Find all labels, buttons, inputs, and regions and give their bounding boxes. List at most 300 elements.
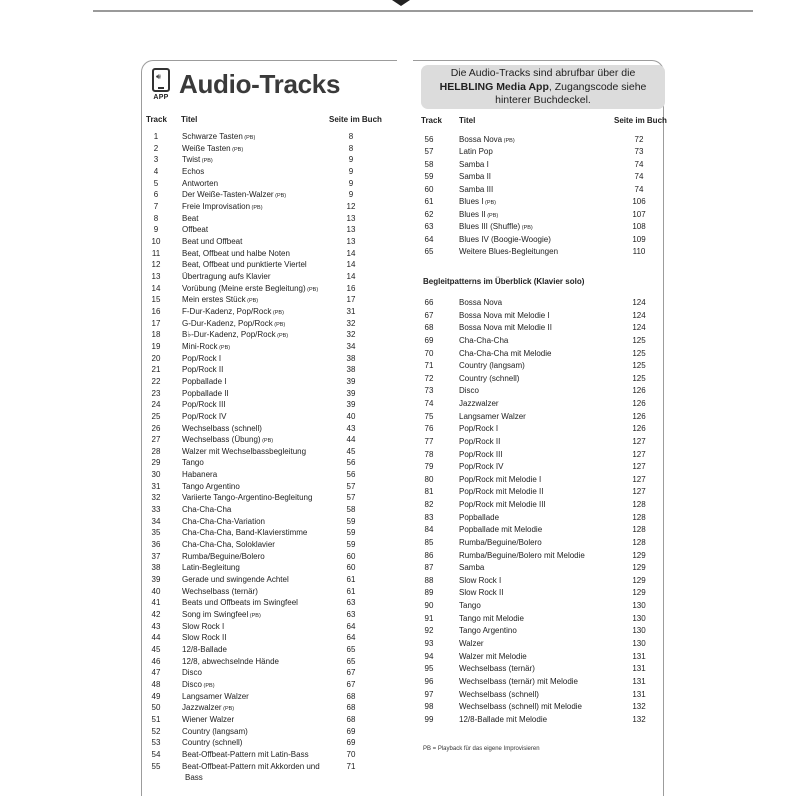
track-page: 130: [632, 601, 646, 611]
track-title-text: Cha-Cha-Cha-Variation: [182, 516, 265, 526]
track-row: [418, 461, 658, 473]
track-title-text: Bossa Nova mit Melodie I: [459, 310, 550, 320]
track-title: [182, 446, 306, 458]
track-page: 57: [346, 481, 356, 491]
track-row: [142, 667, 362, 679]
track-page: 43: [346, 423, 356, 433]
track-page: 107: [632, 209, 646, 219]
track-number: 6: [153, 190, 159, 200]
track-page: 128: [632, 525, 646, 535]
app-badge: [150, 68, 172, 101]
track-number: 7: [153, 201, 159, 211]
track-page: 71: [346, 761, 356, 771]
track-title: [459, 411, 526, 423]
track-page: 40: [346, 411, 356, 421]
track-title: [459, 335, 508, 347]
track-number: 26: [151, 423, 161, 433]
track-number: 89: [424, 588, 434, 598]
track-title: [459, 575, 501, 587]
track-title-text: Offbeat: [182, 225, 209, 235]
track-number: 63: [424, 222, 434, 232]
track-title: [459, 499, 546, 511]
track-title: [459, 134, 515, 147]
phone-icon: [152, 68, 170, 92]
track-row: [142, 294, 362, 306]
track-row: [142, 632, 362, 644]
track-page: 130: [632, 626, 646, 636]
speaker-icon: 🔊︎: [156, 72, 162, 81]
footnote: PB = Playback für das eigene Improvisieren: [423, 746, 540, 752]
track-title: [182, 656, 279, 668]
track-title-text: Blues III (Shuffle): [459, 222, 521, 232]
track-page: 72: [634, 135, 644, 144]
track-title-text: Mein erstes Stück: [182, 295, 246, 305]
track-page: 69: [346, 726, 356, 736]
col-header-page-right: Seite im Buch: [614, 116, 667, 125]
track-page: 38: [346, 353, 356, 363]
notice-line-3: hinterer Buchdeckel.: [495, 94, 591, 106]
track-title-text: Pop/Rock II: [182, 365, 224, 375]
track-number: 24: [151, 400, 161, 410]
track-title-text: Country (langsam): [182, 726, 248, 736]
track-row: [418, 423, 658, 435]
track-title: [182, 761, 320, 773]
track-title: [459, 196, 496, 209]
track-page: 130: [632, 613, 646, 623]
track-title-text: Samba II: [459, 172, 492, 182]
track-number: 44: [151, 633, 161, 643]
track-number: 98: [424, 702, 434, 712]
playback-tag: (PB): [248, 613, 261, 620]
track-row: [142, 224, 362, 236]
track-number: 62: [424, 209, 434, 219]
track-row: [142, 259, 362, 271]
track-page: 34: [346, 341, 356, 351]
track-number: 85: [424, 537, 434, 547]
track-title-text: Mini-Rock: [182, 341, 218, 351]
track-title: [182, 749, 309, 761]
track-page: 128: [632, 512, 646, 522]
track-number: 49: [151, 691, 161, 701]
track-row: [418, 196, 658, 208]
track-number: 81: [424, 487, 434, 497]
track-number: 60: [424, 184, 434, 194]
track-row: [418, 550, 658, 562]
track-row: [418, 335, 658, 347]
playback-tag: (PB): [272, 321, 286, 328]
track-title: [459, 436, 500, 448]
track-title-text: Wechselbass (ternär): [459, 664, 535, 674]
track-title-text: Walzer mit Melodie: [459, 651, 527, 661]
playback-tag: (PB): [485, 212, 499, 219]
track-page: 59: [346, 540, 356, 550]
track-number: 95: [424, 664, 434, 674]
track-number: 75: [424, 411, 434, 421]
track-title-text: Wechselbass (Übung): [182, 435, 261, 445]
track-page: 109: [632, 234, 646, 244]
track-title-text: Pop/Rock II: [459, 436, 501, 446]
track-title: [459, 562, 484, 574]
track-number: 48: [151, 680, 161, 690]
track-row: [418, 322, 658, 334]
track-row: [142, 166, 362, 178]
track-row: [142, 609, 362, 621]
track-title-text: Walzer mit Wechselbassbegleitung: [182, 446, 307, 456]
track-row: [418, 600, 658, 612]
track-page: 9: [348, 166, 354, 176]
track-title: [459, 373, 519, 385]
track-title-text: Walzer: [459, 639, 484, 648]
track-title-text: Wechselbass (ternär): [182, 586, 258, 596]
track-title-text: Pop/Rock I: [459, 424, 499, 434]
track-page: 131: [632, 689, 646, 699]
track-page: 13: [346, 236, 356, 246]
track-title: [459, 297, 502, 309]
app-label: APP: [153, 94, 169, 101]
track-number: 93: [424, 639, 434, 648]
track-page: 63: [346, 598, 356, 608]
track-row: [418, 625, 658, 637]
track-page: 129: [632, 575, 646, 585]
track-row: [418, 159, 658, 171]
track-page: 124: [632, 310, 646, 320]
track-number: 65: [424, 247, 434, 257]
track-title: [182, 481, 240, 493]
track-row: [142, 318, 362, 330]
notice-line-2-rest: , Zugangscode siehe: [548, 80, 647, 93]
track-page: 127: [632, 462, 646, 472]
track-row: [418, 714, 658, 726]
track-number: 39: [151, 575, 161, 585]
track-page: 67: [346, 668, 356, 678]
track-number: 52: [151, 726, 161, 736]
track-title-text: Beats und Offbeats im Swingfeel: [182, 598, 298, 608]
track-page: 60: [346, 563, 356, 573]
track-title-text: Beat-Offbeat-Pattern mit Latin-Bass: [182, 749, 309, 759]
track-row: [142, 201, 362, 213]
track-number: 28: [151, 446, 161, 456]
track-row: [142, 271, 362, 283]
track-title: [182, 574, 289, 586]
playback-tag: (PB): [200, 158, 213, 165]
track-title-text: Slow Rock I: [182, 621, 225, 631]
track-title-text: Slow Rock II: [459, 588, 504, 598]
track-title-text: Beat-Offbeat-Pattern mit Akkorden und: [182, 761, 320, 771]
track-number: 34: [151, 516, 161, 526]
track-title: [459, 676, 578, 688]
track-title: [459, 159, 489, 171]
track-page: 32: [346, 330, 356, 340]
track-page: 131: [632, 664, 646, 674]
track-number: 40: [151, 586, 161, 596]
track-row: [418, 310, 658, 322]
track-title-text: Blues I: [459, 197, 484, 207]
track-title: [459, 146, 493, 158]
track-page: 126: [632, 424, 646, 434]
track-title-text: Der Weiße-Tasten-Walzer: [182, 190, 274, 200]
track-row: [142, 597, 362, 609]
track-page: 69: [346, 738, 356, 748]
track-title: [459, 524, 542, 536]
track-page: 124: [632, 298, 646, 307]
track-title: [459, 398, 499, 410]
track-title-text: Samba I: [459, 159, 489, 169]
track-row: [418, 411, 658, 423]
track-title: [182, 597, 298, 609]
track-title-text: Blues II: [459, 209, 486, 219]
track-row: [418, 689, 658, 701]
track-page: 64: [346, 633, 356, 643]
notice-app-name: HELBLING Media App: [439, 80, 549, 93]
track-row: [142, 644, 362, 656]
track-row: [142, 411, 362, 423]
track-title: [182, 726, 248, 738]
track-title-text: Popballade mit Melodie: [459, 525, 543, 535]
track-row: [142, 399, 362, 411]
track-page: 125: [632, 348, 646, 358]
playback-tag: (PB): [271, 309, 284, 316]
track-number: 56: [424, 135, 434, 144]
track-title-text: Pop/Rock III: [182, 400, 226, 410]
track-title: [459, 651, 527, 663]
track-title: [182, 353, 221, 365]
track-row: [142, 691, 362, 703]
track-row: [142, 457, 362, 469]
track-title: [182, 166, 204, 178]
track-number: 53: [151, 738, 161, 748]
track-row: [418, 651, 658, 663]
track-number: 78: [424, 449, 434, 459]
track-number: 16: [151, 306, 161, 316]
track-number: 55: [151, 761, 161, 771]
track-title-text: Disco: [459, 386, 480, 396]
track-number: 83: [424, 512, 434, 522]
track-row: [418, 474, 658, 486]
track-page: 127: [632, 474, 646, 484]
playback-tag: (PB): [250, 204, 263, 211]
track-title: [182, 539, 275, 551]
track-title-text: Slow Rock II: [182, 633, 227, 643]
track-number: 15: [151, 295, 161, 305]
track-row: [418, 512, 658, 524]
track-page: 125: [632, 361, 646, 371]
track-title: [182, 492, 312, 504]
col-header-track-right: Track: [421, 116, 442, 125]
track-page: 31: [346, 306, 356, 316]
track-title: [182, 248, 290, 260]
track-title-text: Freie Improvisation: [182, 201, 251, 211]
track-row: [142, 516, 362, 528]
track-title: [459, 638, 484, 650]
track-number: 20: [151, 353, 161, 363]
track-page: 61: [346, 575, 356, 585]
track-number: 12: [151, 260, 161, 270]
track-number: 72: [424, 373, 434, 383]
playback-tag: (PB): [483, 200, 496, 207]
track-page: 124: [632, 323, 646, 333]
track-page: 14: [346, 271, 356, 281]
track-page: 132: [632, 714, 646, 724]
track-title-text: Weiße Tasten: [182, 143, 231, 153]
track-title-text: G-Dur-Kadenz, Pop/Rock: [182, 318, 273, 328]
track-page: 61: [346, 586, 356, 596]
playback-tag: (PB): [260, 438, 274, 445]
track-number: 43: [151, 621, 161, 631]
track-row: [142, 492, 362, 504]
track-row: [418, 537, 658, 549]
track-title: [459, 486, 543, 498]
track-page: 56: [346, 470, 356, 480]
track-title: [182, 376, 226, 388]
track-row: [418, 638, 658, 650]
track-number: 70: [424, 348, 434, 358]
track-number: 36: [151, 540, 161, 550]
track-title: [182, 271, 271, 283]
track-row: [418, 701, 658, 713]
track-row: [142, 527, 362, 539]
track-title: [459, 360, 525, 372]
playback-tag: (PB): [275, 333, 289, 340]
playback-tag: (PB): [520, 225, 533, 232]
track-page: 128: [632, 537, 646, 547]
track-row: [418, 587, 658, 599]
track-title-text: Beat, Offbeat und halbe Noten: [182, 248, 290, 258]
track-page: 68: [346, 703, 356, 713]
track-row: [418, 436, 658, 448]
track-page: 129: [632, 563, 646, 573]
track-page: 131: [632, 651, 646, 661]
track-title-text: Übertragung aufs Klavier: [182, 271, 271, 281]
track-row: [418, 297, 658, 309]
track-number: 22: [151, 376, 161, 386]
app-notice: [421, 65, 665, 109]
track-number: 1: [153, 132, 159, 141]
track-row: [142, 248, 362, 260]
track-title-text: Langsamer Walzer: [182, 691, 249, 701]
track-page: 17: [346, 295, 356, 305]
track-number: 76: [424, 424, 434, 434]
track-row: [142, 364, 362, 376]
track-number: 3: [153, 155, 159, 165]
track-number: 50: [151, 703, 161, 713]
col-header-track-left: Track: [146, 115, 167, 124]
track-row: [142, 154, 362, 166]
track-page: 16: [346, 283, 356, 293]
track-title-text: Bossa Nova mit Melodie II: [459, 323, 552, 333]
track-title: [459, 385, 479, 397]
track-number: 47: [151, 668, 161, 678]
track-number: 8: [153, 213, 159, 223]
track-page: 9: [348, 178, 354, 188]
track-page: 9: [348, 155, 354, 165]
track-page: 39: [346, 400, 356, 410]
track-title-text: Beat und Offbeat: [182, 236, 243, 246]
track-title-text: 12/8, abwechselnde Hände: [182, 656, 279, 666]
notice-line-1: Die Audio-Tracks sind abrufbar über die: [450, 67, 636, 79]
track-row: [418, 676, 658, 688]
track-row: [418, 575, 658, 587]
track-page: 39: [346, 376, 356, 386]
track-page: 38: [346, 365, 356, 375]
track-title-text: 12/8-Ballade: [182, 645, 227, 655]
track-row: [418, 613, 658, 625]
track-title: [459, 461, 503, 473]
track-row: [142, 329, 362, 341]
track-title-text: Country (schnell): [459, 373, 520, 383]
track-title: [182, 527, 307, 539]
track-row: [142, 376, 362, 388]
track-title: [459, 587, 503, 599]
track-title: [182, 178, 218, 190]
track-number: 18: [151, 330, 161, 340]
track-title-text: Tango Argentino: [459, 626, 517, 636]
track-title: [182, 364, 223, 376]
track-page: 63: [346, 610, 356, 620]
track-title-text: Disco: [182, 668, 203, 678]
track-title: [459, 512, 499, 524]
track-title-text: F-Dur-Kadenz, Pop/Rock: [182, 306, 272, 316]
track-page: 110: [632, 247, 646, 257]
track-title-text: Jazzwalzer: [459, 399, 499, 409]
track-title-text: Latin Pop: [459, 147, 493, 157]
track-number: 32: [151, 493, 161, 503]
track-number: 58: [424, 159, 434, 169]
track-page: 129: [632, 588, 646, 598]
track-title-text: Gerade und swingende Achtel: [182, 575, 289, 585]
track-row: [142, 562, 362, 574]
track-row: [142, 481, 362, 493]
track-title-text: Samba III: [459, 184, 494, 194]
track-title-continuation: Bass: [185, 773, 203, 783]
playback-tag: (PB): [230, 146, 244, 153]
track-title-text: Twist: [182, 155, 201, 165]
track-number: 82: [424, 500, 434, 510]
track-row: [142, 469, 362, 481]
track-row: [142, 539, 362, 551]
track-title: [182, 691, 249, 703]
track-title: [459, 449, 503, 461]
track-title-text: Song im Swingfeel: [182, 610, 249, 620]
track-number: 21: [151, 365, 161, 375]
track-title-text: Tango Argentino: [182, 481, 240, 491]
track-row: [142, 504, 362, 516]
track-page: 126: [632, 411, 646, 421]
track-number: 73: [424, 386, 434, 396]
track-title-text: Rumba/Beguine/Bolero: [182, 551, 265, 561]
track-row: [418, 134, 658, 146]
track-title-text: Rumba/Beguine/Bolero: [459, 537, 542, 547]
track-title: [182, 644, 227, 656]
track-row: [418, 499, 658, 511]
track-title: [182, 388, 229, 400]
track-page: 8: [348, 132, 354, 141]
track-row: [142, 574, 362, 586]
track-title: [182, 621, 224, 633]
track-page: 106: [632, 197, 646, 207]
track-row: [418, 360, 658, 372]
track-title: [459, 348, 551, 360]
track-title-text: Wechselbass (ternär) mit Melodie: [459, 676, 579, 686]
playback-tag: (PB): [242, 135, 256, 141]
track-row: [142, 726, 362, 738]
track-title-text: Pop/Rock IV: [182, 411, 227, 421]
playback-tag: (PB): [305, 286, 319, 293]
track-title-text: Wechselbass (schnell): [459, 689, 539, 699]
track-number: 42: [151, 610, 161, 620]
track-page: 59: [346, 516, 356, 526]
track-number: 79: [424, 462, 434, 472]
track-page: 8: [348, 143, 354, 153]
